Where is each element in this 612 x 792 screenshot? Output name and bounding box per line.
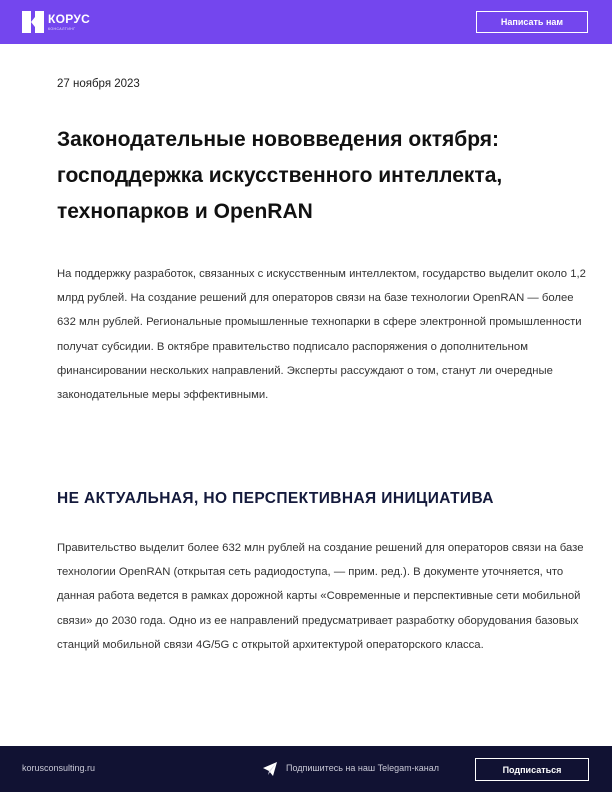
article-title: Законодательные нововведения октября: господдержка искусственного интеллекта, технопарков и OpenRAN <box>57 128 503 223</box>
logo-subtitle: КОНСАЛТИНГ <box>48 26 76 31</box>
site-footer <box>0 746 612 792</box>
contact-us-button[interactable]: Написать нам <box>476 11 588 33</box>
subscribe-button[interactable]: Подписаться <box>475 758 589 781</box>
korus-logo-icon <box>22 11 44 33</box>
section-body: Правительство выделит более 632 млн рублей на создание решений для операторов связи на базе технологии OpenRAN (открытая сеть радиодоступа, — прим. ред.). В документе уточняется, что данная работа ведется в рамках дорожной карты «Современные и перспективные сети мобильной связи» до 2030 года. Одно из ее направлений предусматривает разработку оборудования базовых станций мобильной связи 4G/5G с открытой архитектурой операторского класса. <box>57 542 584 651</box>
section-heading: НЕ АКТУАЛЬНАЯ, НО ПЕРСПЕКТИВНАЯ ИНИЦИАТИВА <box>57 490 494 507</box>
site-header <box>0 0 612 44</box>
telegram-cta-text: Подпишитесь на наш Telegam-канал <box>286 763 439 773</box>
telegram-paper-plane-icon <box>262 761 278 777</box>
article-date: 27 ноября 2023 <box>57 78 140 90</box>
korus-logo[interactable] <box>22 11 90 33</box>
logo-name: КОРУС <box>48 11 91 26</box>
article-intro: На поддержку разработок, связанных с искусственным интеллектом, государство выделит около 1,2 млрд рублей. На создание решений для операторов связи на базе технологии OpenRAN — более 632 млн рублей. Региональные промышленные технопарки в сфере электронной промышленности получат субсидии. В октябре правительство подписало распоряжения о дополнительном финансировании нескольких направлений. Эксперты рассуждают о том, станут ли очередные законодательные меры эффективными. <box>57 268 586 402</box>
site-link[interactable]: korusconsulting.ru <box>22 763 96 773</box>
